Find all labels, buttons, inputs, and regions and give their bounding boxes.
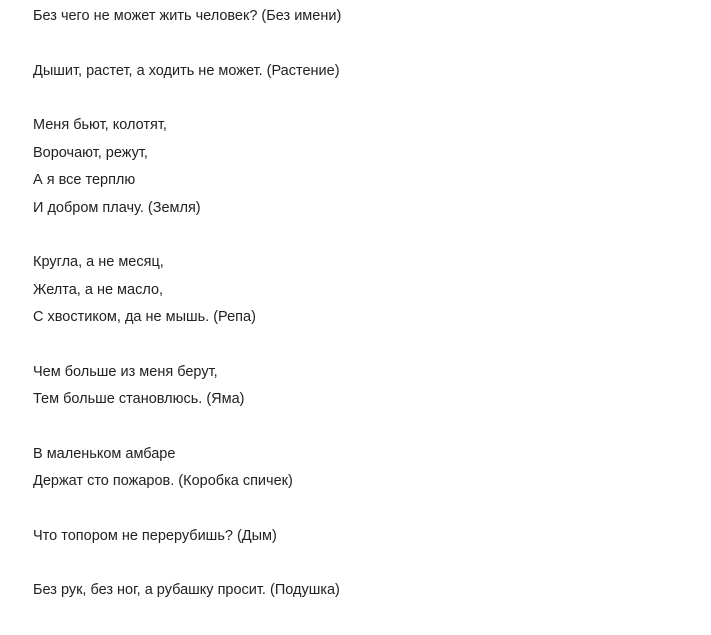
riddle — [33, 580, 693, 608]
riddle — [33, 61, 693, 89]
riddle-line: Тем больше становлюсь. (Яма) — [33, 391, 245, 407]
riddle — [33, 526, 693, 554]
riddle-line: Ворочают, режут, — [33, 144, 148, 161]
riddle — [33, 362, 693, 417]
riddle-line: Держат сто пожаров. (Коробка спичек) — [33, 473, 293, 489]
riddle-line: Дышит, растет, а ходить не может. (Растение) — [33, 62, 340, 79]
riddle-line: Без рук, без ног, а рубашку просит. (Подушка) — [33, 582, 340, 598]
riddle — [33, 252, 693, 335]
riddle-line: А я все терплю — [33, 172, 136, 188]
riddle-line: Меня бьют, колотят, — [33, 117, 167, 133]
riddle-line: Без чего не может жить человек? (Без имени) — [33, 8, 342, 24]
riddle-line: С хвостиком, да не мышь. (Репа) — [33, 309, 256, 325]
riddle — [33, 115, 693, 225]
riddle-line: И добром плачу. (Земля) — [33, 199, 201, 216]
riddles-text — [33, 6, 693, 635]
riddle-line: Чем больше из меня берут, — [33, 363, 218, 380]
riddle — [33, 6, 693, 34]
riddle-line: В маленьком амбаре — [33, 445, 176, 462]
riddle — [33, 444, 693, 499]
riddle-line: Желта, а не масло, — [33, 281, 164, 298]
riddle-line: Что топором не перерубишь? (Дым) — [33, 527, 277, 544]
riddle-line: Кругла, а не месяц, — [33, 254, 164, 270]
